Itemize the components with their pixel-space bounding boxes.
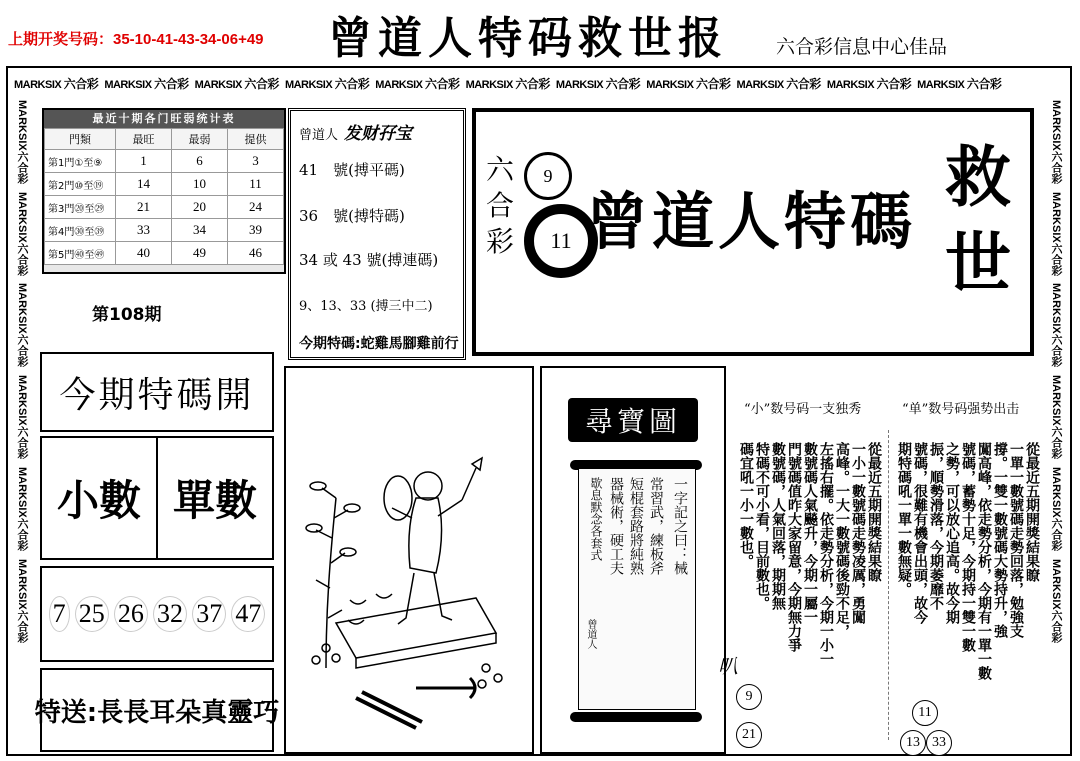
liuhecai-vertical-label: 六合彩 bbox=[486, 153, 515, 258]
marksix-tape: MARKSIX六合彩 bbox=[1050, 558, 1062, 643]
stats-row bbox=[45, 196, 284, 219]
stats-gate-label: 第3門⑳至㉙ bbox=[45, 196, 116, 219]
stats-cell: 49 bbox=[172, 242, 228, 265]
analysis-text-column: 特碼不可小看，目前數也。 bbox=[754, 442, 770, 610]
issue-number: 第108期 bbox=[92, 305, 162, 325]
last-draw-numbers: 上期开奖号码：35-10-41-43-34-06+49 bbox=[8, 31, 264, 48]
right-decorative-border bbox=[1044, 100, 1068, 750]
stats-row bbox=[45, 150, 284, 173]
scroll-heading: 一字記之曰：械 bbox=[672, 477, 688, 575]
stats-gate-label: 第1門①至⑨ bbox=[45, 150, 116, 173]
tips-heading bbox=[299, 119, 412, 144]
column-divider bbox=[888, 430, 889, 740]
stats-row bbox=[45, 242, 284, 265]
stats-cell: 21 bbox=[116, 196, 172, 219]
analysis-text-column: 碼宜吼一小一數也。 bbox=[738, 442, 754, 568]
scroll-poem bbox=[578, 468, 696, 710]
stats-title: 最近十期各门旺弱统计表 bbox=[44, 110, 284, 128]
marksix-tape: MARKSIX 六合彩 bbox=[104, 76, 189, 91]
pick-small: 小數 bbox=[56, 476, 141, 525]
analysis-text-column: 從最近五期開獎結果瞭 bbox=[866, 442, 882, 582]
illustration-panel bbox=[284, 366, 534, 754]
marksix-tape: MARKSIX六合彩 bbox=[16, 558, 28, 643]
scroll-line: 歇息默念各套式 bbox=[589, 477, 603, 561]
number-list bbox=[40, 566, 274, 662]
tips-heading-title: 发财孖宝 bbox=[344, 124, 413, 144]
pick-odd: 單數 bbox=[156, 438, 272, 558]
masthead-title: 曾道人特码救世报 bbox=[328, 13, 728, 64]
ball-icon: 9 bbox=[524, 152, 572, 200]
scroll-bottom-rod bbox=[570, 712, 702, 722]
studio-credit: 六合彩信息中心佳品 bbox=[776, 36, 948, 58]
analysis-text-column: 從最近五期開獎結果瞭 bbox=[1024, 442, 1040, 582]
scroll-line: 器械術，硬工夫 bbox=[608, 477, 624, 575]
marksix-tape: MARKSIX六合彩 bbox=[1050, 100, 1062, 184]
stats-cell: 10 bbox=[172, 173, 228, 196]
analysis-text-column: 高峰。一大一數號碼後勁不足， bbox=[834, 442, 850, 638]
pick-number: 32 bbox=[153, 596, 187, 632]
analysis-text-column: 左搖右擺。依走勢分析，今期一小一 bbox=[818, 442, 834, 666]
ball-icon: 33 bbox=[926, 730, 952, 756]
analysis-panel bbox=[732, 370, 1040, 754]
marksix-tape: MARKSIX 六合彩 bbox=[465, 76, 550, 91]
marksix-tape: MARKSIX六合彩 bbox=[16, 466, 28, 551]
analysis-text-column: 號碼，蓄勢十足，今期持一雙一數 bbox=[960, 442, 976, 652]
stats-gate-label: 第4門㉚至㊴ bbox=[45, 219, 116, 242]
pick-number: 47 bbox=[231, 596, 265, 632]
marksix-tape: MARKSIX 六合彩 bbox=[646, 76, 731, 91]
stats-cell: 3 bbox=[228, 150, 284, 173]
stats-gate-label: 第2門⑩至⑲ bbox=[45, 173, 116, 196]
stats-header: 提供 bbox=[228, 129, 284, 150]
picks-panel bbox=[40, 436, 274, 560]
scroll-line: 短棍套路將純熟 bbox=[628, 477, 644, 575]
marksix-tape: MARKSIX 六合彩 bbox=[14, 76, 99, 91]
analysis-text-column: 闖高峰，依走勢分析，今期有一單一數 bbox=[976, 442, 992, 680]
analysis-text-column: 門號碼值昨大家留意，今期無力爭 bbox=[786, 442, 802, 652]
analysis-text-column: 號碼，很難有機會出頭，故今 bbox=[912, 442, 928, 624]
stats-cell: 46 bbox=[228, 242, 284, 265]
scroll-line: 常習武，練板斧 bbox=[648, 477, 664, 575]
marksix-tape: MARKSIX 六合彩 bbox=[917, 76, 1002, 91]
stats-header: 最弱 bbox=[172, 129, 228, 150]
ball-icon: 9 bbox=[736, 684, 762, 710]
ball-icon: 21 bbox=[736, 722, 762, 748]
stats-cell: 24 bbox=[228, 196, 284, 219]
marksix-tape: MARKSIX 六合彩 bbox=[826, 76, 912, 91]
analysis-text-column: 數號碼人氣飈升，今期一屬一 bbox=[802, 442, 818, 624]
pick-number: 7 bbox=[49, 596, 70, 632]
stats-cell: 20 bbox=[172, 196, 228, 219]
stats-cell: 11 bbox=[228, 173, 284, 196]
tip-line: 34 或 43 號(搏連碼) bbox=[299, 251, 439, 269]
stats-cell: 39 bbox=[228, 219, 284, 242]
marksix-tape: MARKSIX 六合彩 bbox=[736, 76, 821, 91]
scroll-signature: 曾道人 bbox=[585, 619, 596, 649]
handwritten-mark: 叭 bbox=[718, 656, 738, 678]
treasure-map-panel bbox=[540, 366, 738, 754]
stats-table bbox=[44, 128, 284, 265]
stats-header: 門類 bbox=[45, 129, 116, 150]
tip-line: 41 號(搏平碼) bbox=[299, 161, 405, 179]
tip-special: 今期特碼:蛇雞馬腳雞前行 bbox=[299, 336, 459, 352]
stats-cell: 1 bbox=[116, 150, 172, 173]
stats-gate-label: 第5門㊵至㊾ bbox=[45, 242, 116, 265]
marksix-tape: MARKSIX六合彩 bbox=[1050, 191, 1062, 276]
analysis-text-column: 一單一數號碼走勢回落，勉強支 bbox=[1008, 442, 1024, 638]
banner-side-title: 救世 bbox=[945, 138, 1011, 302]
marksix-tape: MARKSIX 六合彩 bbox=[375, 76, 460, 91]
special-title: 今期特碼開 bbox=[40, 352, 274, 432]
marksix-tape: MARKSIX六合彩 bbox=[16, 191, 28, 276]
marksix-tape: MARKSIX 六合彩 bbox=[555, 76, 641, 91]
stats-cell: 14 bbox=[116, 173, 172, 196]
top-decorative-border bbox=[14, 72, 1034, 94]
warrior-illustration bbox=[286, 368, 532, 752]
tips-heading-author: 曾道人 bbox=[299, 128, 339, 143]
tip-line: 36 號(搏特碼) bbox=[299, 207, 405, 225]
analysis-text-column: 之勢，可以放心追高。故今期 bbox=[944, 442, 960, 624]
analysis-heading-odd: “单”数号码强势出击 bbox=[902, 402, 1020, 417]
stats-row bbox=[45, 219, 284, 242]
marksix-tape: MARKSIX六合彩 bbox=[16, 100, 28, 184]
analysis-text-column: 振，順勢滑落，今期萎靡不 bbox=[928, 442, 944, 610]
marksix-tape: MARKSIX六合彩 bbox=[16, 375, 28, 459]
title-banner bbox=[472, 108, 1034, 356]
analysis-text-column: 撐。一雙一數號碼大勢持升，強 bbox=[992, 442, 1008, 638]
left-decorative-border bbox=[10, 100, 34, 750]
marksix-tape: MARKSIX六合彩 bbox=[16, 283, 28, 368]
stats-cell: 33 bbox=[116, 219, 172, 242]
stats-row bbox=[45, 173, 284, 196]
analysis-text-column: 數號碼，人氣回落，期期無 bbox=[770, 442, 786, 610]
gate-stats-panel bbox=[42, 108, 286, 274]
special-gift: 特送:長長耳朵真靈巧 bbox=[40, 668, 274, 752]
marksix-tape: MARKSIX 六合彩 bbox=[284, 76, 370, 91]
banner-name: 曾道人特碼 bbox=[586, 185, 917, 258]
stats-cell: 6 bbox=[172, 150, 228, 173]
treasure-map-title: 尋寶圖 bbox=[568, 398, 698, 442]
pick-number: 25 bbox=[75, 596, 109, 632]
stats-cell: 40 bbox=[116, 242, 172, 265]
marksix-tape: MARKSIX六合彩 bbox=[1050, 375, 1062, 459]
tip-line: 9、13、33 (搏三中二) bbox=[299, 299, 433, 314]
analysis-text-column: 期特碼吼一單一數無疑。 bbox=[896, 442, 912, 596]
pick-number: 26 bbox=[114, 596, 148, 632]
ball-icon: 11 bbox=[524, 204, 598, 278]
analysis-text-column: 一小一數號碼走勢凌厲，勇闖 bbox=[850, 442, 866, 624]
analysis-heading-small: “小”数号码一支独秀 bbox=[744, 402, 862, 417]
stats-header: 最旺 bbox=[116, 129, 172, 150]
marksix-tape: MARKSIX六合彩 bbox=[1050, 283, 1062, 368]
ball-icon: 11 bbox=[912, 700, 938, 726]
marksix-tape: MARKSIX六合彩 bbox=[1050, 466, 1062, 551]
stats-cell: 34 bbox=[172, 219, 228, 242]
ball-icon: 13 bbox=[900, 730, 926, 756]
marksix-tape: MARKSIX 六合彩 bbox=[194, 76, 279, 91]
tips-box bbox=[288, 108, 466, 360]
pick-number: 37 bbox=[192, 596, 226, 632]
